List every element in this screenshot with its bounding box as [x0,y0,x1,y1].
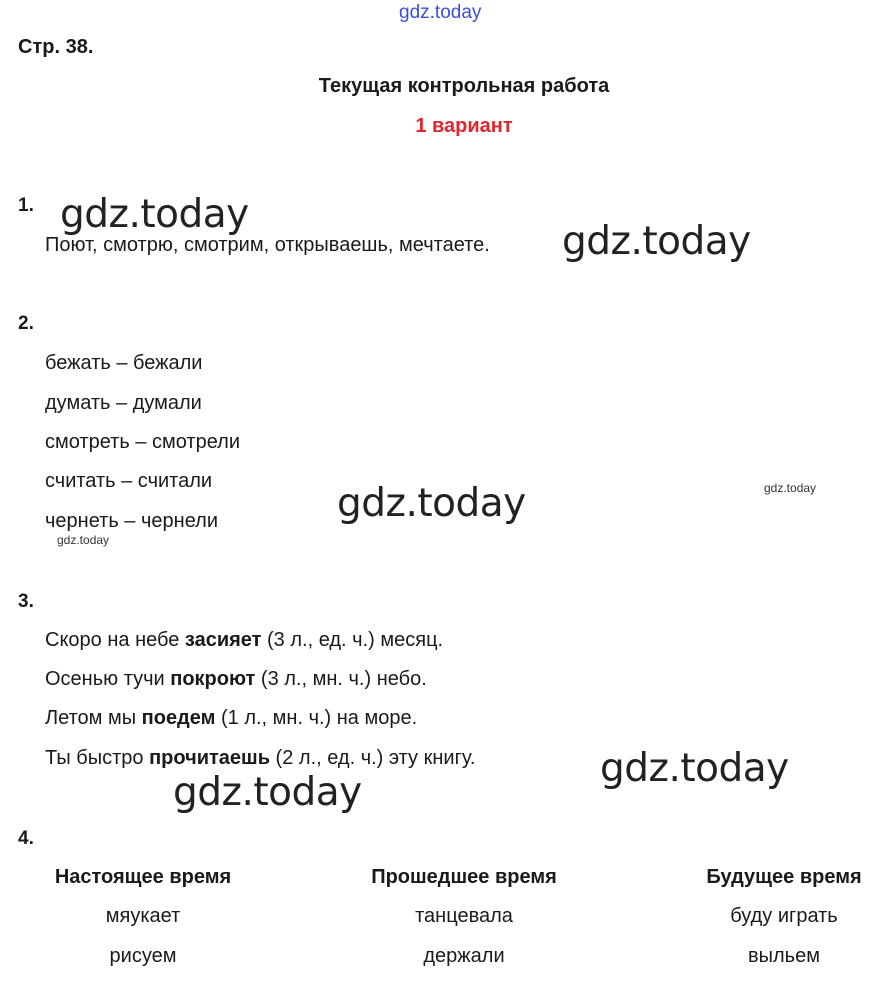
task3-sentence: Скоро на небе засияет (3 л., ед. ч.) месяц. [45,629,444,651]
column-header-present: Настоящее время [54,866,232,888]
variant-label: 1 вариант [415,115,513,137]
column-header-past: Прошедшее время [371,866,557,888]
task3-sentence: Летом мы поедем (1 л., мн. ч.) на море. [45,707,418,729]
top-watermark: gdz.today [399,2,482,23]
task1-number: 1. [18,195,34,216]
table-cell: буду играть [730,905,838,927]
page-ref: Стр. 38. [18,36,94,58]
task2-number: 2. [18,313,34,334]
table-cell: мяукает [105,905,181,927]
highlighted-verb: засияет [184,629,262,651]
watermark-small: gdz.today [764,481,817,495]
task2-line: смотреть – смотрели [45,431,241,453]
watermark: gdz.today [337,481,526,526]
watermark: gdz.today [60,192,249,237]
highlighted-verb: покроют [170,668,256,690]
column-header-future: Будущее время [706,866,862,888]
task1-answer: Поют, смотрю, смотрим, открываешь, мечтаете. [45,234,490,256]
task4-number: 4. [18,828,34,849]
watermark: gdz.today [562,219,751,264]
task3-sentence: Осенью тучи покроют (3 л., мн. ч.) небо. [45,668,427,690]
task3-sentence: Ты быстро прочитаешь (2 л., ед. ч.) эту книгу. [45,747,476,769]
watermark: gdz.today [173,770,362,815]
task2-line: думать – думали [45,392,202,414]
table-cell: танцевала [415,905,513,927]
table-cell: держали [423,945,505,967]
highlighted-verb: поедем [141,707,216,729]
task3-number: 3. [18,591,34,612]
table-cell: рисуем [109,945,177,967]
task2-line: считать – считали [45,470,213,492]
watermark-small: gdz.today [57,533,110,547]
watermark: gdz.today [600,746,789,791]
task2-line: чернеть – чернели [45,510,218,532]
table-cell: выльем [748,945,820,967]
page-title: Текущая контрольная работа [318,75,610,97]
highlighted-verb: прочитаешь [149,747,270,769]
task2-line: бежать – бежали [45,352,203,374]
